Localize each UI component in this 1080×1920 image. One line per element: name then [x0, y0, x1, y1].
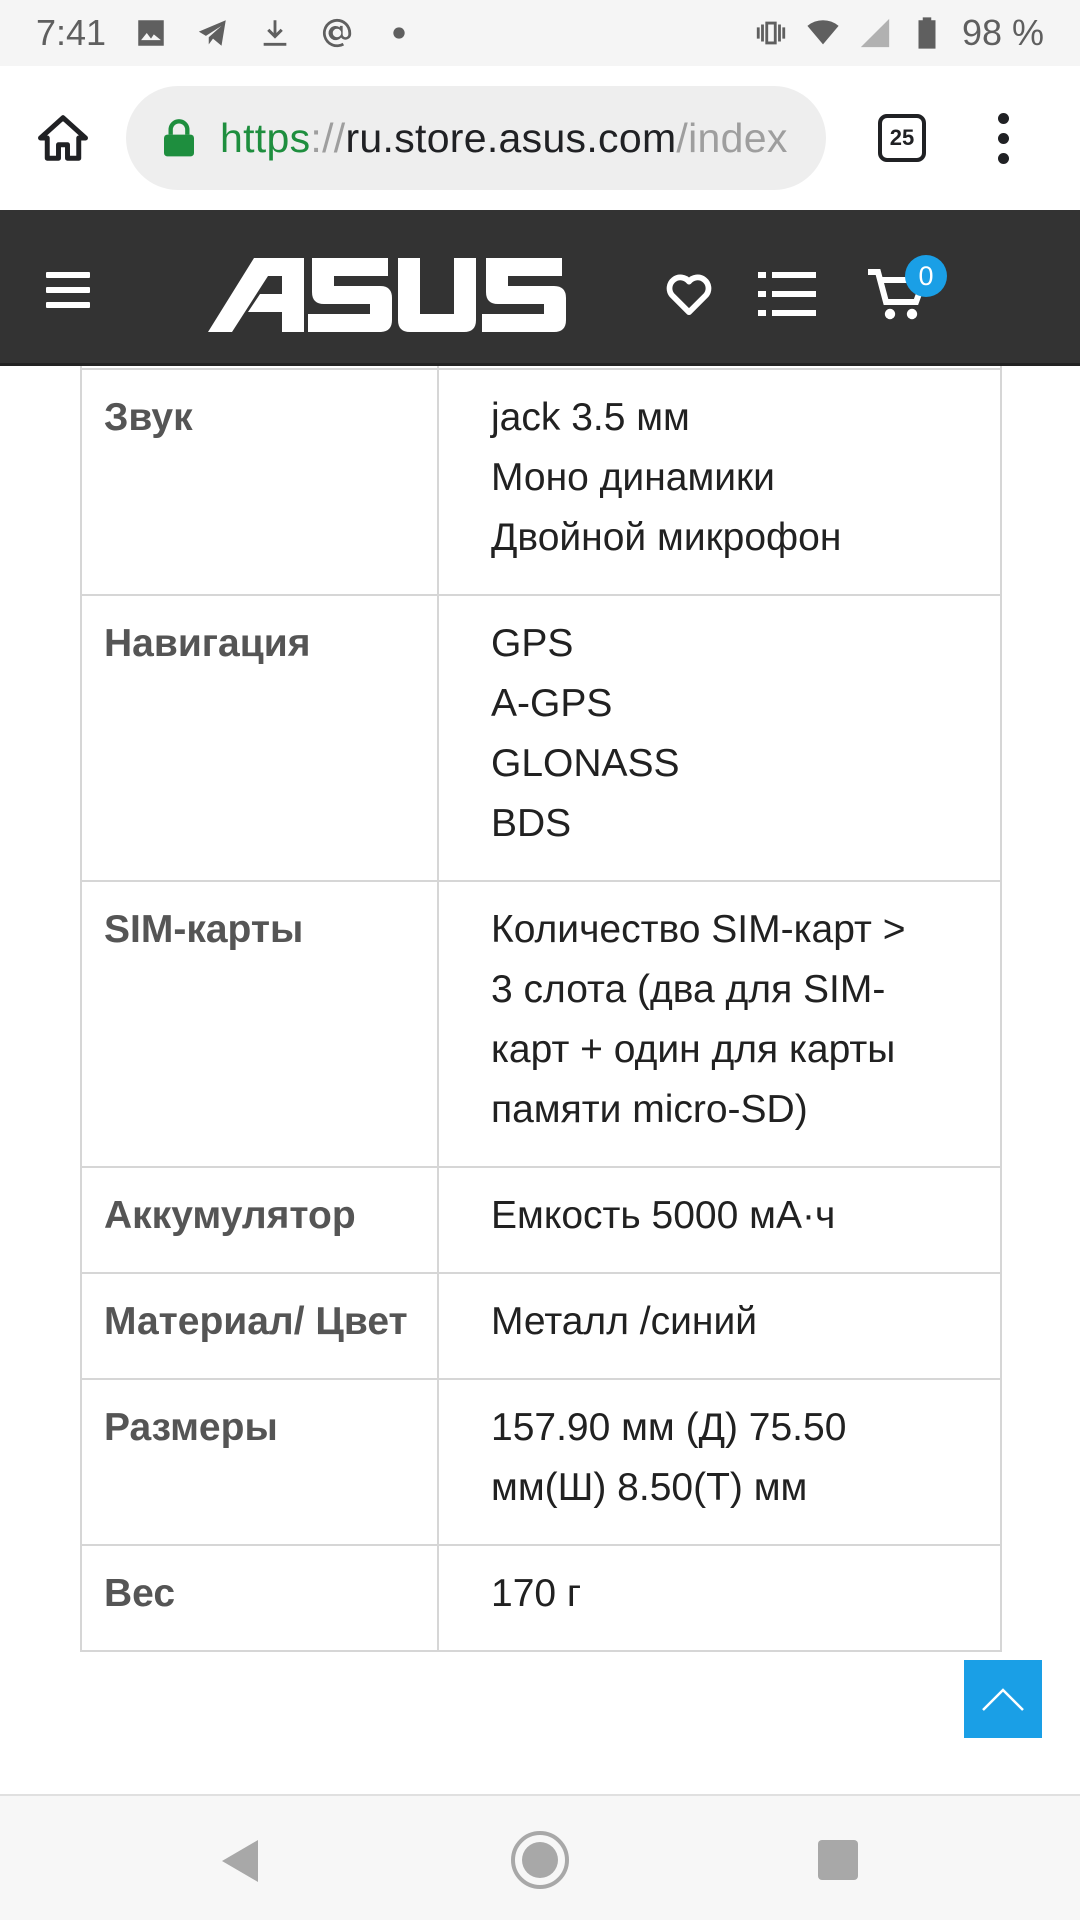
spec-value-line: A-GPS: [491, 682, 613, 725]
vibrate-icon: [754, 16, 788, 50]
at-sign-icon: [320, 16, 354, 50]
spec-label: Вес: [81, 1545, 438, 1651]
spec-value: [438, 1167, 1001, 1273]
scroll-to-top-button[interactable]: [964, 1660, 1042, 1738]
home-icon: [36, 111, 90, 165]
status-time: 7:41: [36, 12, 107, 53]
dot-icon: [998, 133, 1009, 144]
spec-row: [81, 1379, 1001, 1545]
wifi-icon: [806, 16, 840, 50]
spec-value-line: памяти micro-SD): [491, 1088, 808, 1131]
browser-home-button[interactable]: [0, 66, 126, 210]
download-icon: [258, 16, 292, 50]
spec-label: Навигация: [81, 595, 438, 881]
cart-count-badge: 0: [905, 255, 947, 297]
spec-value: [438, 881, 1001, 1167]
spec-label: SIM-карты: [81, 881, 438, 1167]
spec-row: [81, 1545, 1001, 1651]
chevron-up-icon: [979, 1684, 1027, 1714]
spec-value-line: карт + один для карты: [491, 1028, 896, 1071]
spec-value-line: 3 слота (два для SIM-: [491, 968, 886, 1011]
system-navigation-bar: [0, 1794, 1080, 1920]
battery-icon: [910, 16, 944, 50]
browser-toolbar: [0, 66, 1080, 210]
spec-value-line: jack 3.5 мм: [491, 396, 690, 439]
spec-value: [438, 595, 1001, 881]
spec-value-line: Количество SIM-карт >: [491, 908, 906, 951]
url-host: ru.store.asus.com: [345, 114, 677, 161]
spec-row: [81, 1167, 1001, 1273]
spec-value-line: 157.90 мм (Д) 75.50: [491, 1406, 847, 1449]
recents-square-icon[interactable]: [818, 1840, 858, 1880]
battery-percent: 98 %: [961, 12, 1044, 53]
dot-icon: [998, 113, 1009, 124]
spec-table: [80, 366, 1002, 1652]
url-separator: ://: [310, 114, 346, 161]
spec-value-line: BDS: [491, 802, 572, 845]
signal-icon: [858, 16, 892, 50]
spec-label: Аккумулятор: [81, 1167, 438, 1273]
tab-switcher-button[interactable]: 25: [878, 114, 926, 162]
status-bar: [0, 0, 1080, 66]
spec-row: [81, 595, 1001, 881]
status-right: [754, 12, 1044, 54]
spec-label: Размеры: [81, 1379, 438, 1545]
more-notifications-dot-icon: [382, 16, 416, 50]
spec-label: Звук: [81, 369, 438, 595]
spec-value-line: Металл /синий: [491, 1300, 758, 1343]
spec-value-line: Емкость 5000 мА·ч: [491, 1194, 836, 1237]
compare-list-icon[interactable]: [758, 270, 816, 318]
spec-value-line: Моно динамики: [491, 456, 775, 499]
spec-value-line: GPS: [491, 622, 574, 665]
browser-menu-button[interactable]: [998, 113, 1010, 164]
status-left: [36, 12, 416, 54]
wishlist-heart-icon[interactable]: [666, 274, 712, 316]
spec-value: [438, 1545, 1001, 1651]
spec-value-line: Двойной микрофон: [491, 516, 842, 559]
url-path: /index: [676, 114, 788, 161]
specifications-table: [80, 366, 1002, 1794]
spec-value-line: 170 г: [491, 1572, 582, 1615]
back-triangle-icon[interactable]: [218, 1838, 260, 1884]
spec-value: [438, 1379, 1001, 1545]
spec-value-line: GLONASS: [491, 742, 680, 785]
spec-value: [438, 369, 1001, 595]
hamburger-menu-icon[interactable]: [46, 272, 90, 308]
spec-row: [81, 881, 1001, 1167]
spec-label: Материал/ Цвет: [81, 1273, 438, 1379]
spec-row: [81, 1273, 1001, 1379]
dot-icon: [998, 153, 1009, 164]
url-scheme: https: [220, 114, 311, 161]
lock-icon: [162, 118, 196, 158]
spec-value-line: мм(Ш) 8.50(Т) мм: [491, 1466, 808, 1509]
spec-value: [438, 1273, 1001, 1379]
home-circle-icon[interactable]: [510, 1830, 570, 1890]
url-text: [220, 115, 788, 162]
spec-row: [81, 369, 1001, 595]
asus-logo[interactable]: [208, 254, 566, 334]
image-notification-icon: [134, 16, 168, 50]
address-bar[interactable]: [126, 86, 826, 190]
telegram-icon: [196, 16, 230, 50]
